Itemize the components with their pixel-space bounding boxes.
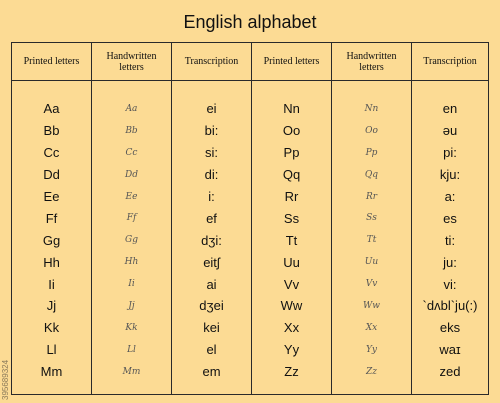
printed-letter: Xx	[283, 320, 300, 336]
transcription: em	[202, 364, 221, 380]
handwritten-letter: Gg	[125, 235, 138, 246]
printed-letter: Uu	[283, 254, 300, 270]
column-handwritten-n-z	[332, 43, 412, 394]
handwritten-letter: Aa	[125, 103, 138, 114]
handwritten-letter: Jj	[128, 300, 135, 311]
printed-letter: Vv	[283, 276, 300, 292]
printed-letter: Oo	[282, 123, 301, 139]
handwritten-letter: Ll	[127, 344, 136, 355]
column-transcription-a-m	[172, 43, 252, 394]
transcription: eks	[439, 320, 461, 336]
column-printed-n-z	[252, 43, 332, 394]
handwritten-letter: Ee	[125, 191, 138, 202]
handwritten-letter: Dd	[125, 169, 138, 180]
handwritten-letter: Hh	[124, 257, 139, 268]
handwritten-letter: Xx	[365, 322, 378, 333]
handwritten-letter: Nn	[364, 103, 379, 114]
header-printed-letters: Printed letters	[23, 56, 80, 67]
printed-letter: Ss	[283, 210, 300, 226]
printed-letter: Cc	[43, 145, 60, 161]
transcription: `dʌbl`ju(:)	[422, 298, 478, 314]
header-transcription: Transcription	[423, 56, 477, 67]
handwritten-letter: Pp	[365, 147, 378, 158]
handwritten-letter: Yy	[365, 344, 378, 355]
printed-letter: Tt	[285, 232, 298, 248]
handwritten-letter: Qq	[364, 169, 379, 180]
page-title: English alphabet	[183, 12, 317, 32]
printed-letter: Yy	[283, 342, 300, 358]
handwritten-letter: Vv	[365, 279, 378, 290]
printed-letter: Ww	[280, 298, 303, 314]
handwritten-letter: Zz	[366, 366, 377, 377]
transcription: ei	[206, 101, 217, 117]
handwritten-letter: Tt	[366, 235, 377, 246]
column-transcription-n-z	[412, 43, 488, 394]
transcription: ju:	[443, 254, 457, 270]
printed-letter: Rr	[284, 189, 299, 204]
transcription: eitʃ	[203, 254, 220, 270]
handwritten-letter: Cc	[125, 147, 138, 158]
header-handwritten-letters: Handwritten letters	[106, 50, 157, 73]
transcription: di:	[204, 167, 219, 183]
transcription: a:	[444, 189, 456, 204]
handwritten-letter: Uu	[364, 257, 379, 268]
printed-letter: Jj	[46, 298, 57, 314]
transcription: kju:	[439, 167, 461, 183]
header-transcription: Transcription	[184, 56, 239, 67]
printed-letter: Ii	[48, 276, 55, 292]
column-printed-a-m	[12, 43, 92, 394]
transcription: zed	[439, 364, 461, 380]
transcription: i:	[208, 189, 215, 204]
handwritten-letter: Kk	[125, 322, 138, 333]
handwritten-letter: Rr	[365, 191, 378, 202]
handwritten-letter: Ii	[128, 279, 135, 290]
transcription: əu	[442, 123, 458, 139]
transcription: ti:	[444, 232, 456, 248]
handwritten-letter: Ss	[366, 213, 377, 224]
transcription: si:	[205, 145, 218, 161]
transcription: kei	[203, 320, 220, 336]
printed-letter: Kk	[43, 320, 60, 336]
header-printed-letters: Printed letters	[263, 56, 320, 67]
printed-letter: Bb	[43, 123, 60, 139]
transcription: el	[206, 342, 217, 358]
transcription: ef	[206, 210, 217, 226]
transcription: waɪ	[439, 342, 461, 358]
transcription: dʒei	[199, 298, 224, 314]
printed-letter: Gg	[42, 232, 61, 248]
printed-letter: Ll	[46, 342, 57, 358]
transcription: en	[442, 101, 458, 117]
printed-letter: Aa	[43, 101, 60, 117]
printed-letter: Zz	[284, 364, 299, 380]
transcription: dʒi:	[201, 232, 222, 248]
printed-letter: Nn	[283, 101, 300, 117]
handwritten-letter: Ff	[126, 213, 137, 224]
header-handwritten-letters: Handwritten letters	[346, 50, 397, 73]
handwritten-letter: Oo	[365, 125, 378, 136]
transcription: bi:	[204, 123, 219, 139]
transcription: vi:	[443, 276, 457, 292]
handwritten-letter: Bb	[125, 125, 138, 136]
transcription: es	[443, 210, 457, 226]
printed-letter: Dd	[43, 167, 60, 183]
printed-letter: Ee	[43, 189, 60, 204]
handwritten-letter: Ww	[363, 300, 380, 311]
alphabet-table	[11, 42, 489, 395]
transcription: ai	[206, 276, 217, 292]
printed-letter: Hh	[43, 254, 60, 270]
transcription: pi:	[443, 145, 457, 161]
stock-id-watermark: 395689324	[1, 359, 10, 400]
printed-letter: Pp	[283, 145, 300, 161]
handwritten-letter: Mm	[122, 366, 141, 377]
printed-letter: Mm	[40, 364, 63, 380]
column-handwritten-a-m	[92, 43, 172, 394]
printed-letter: Ff	[45, 210, 58, 226]
printed-letter: Qq	[282, 167, 301, 183]
